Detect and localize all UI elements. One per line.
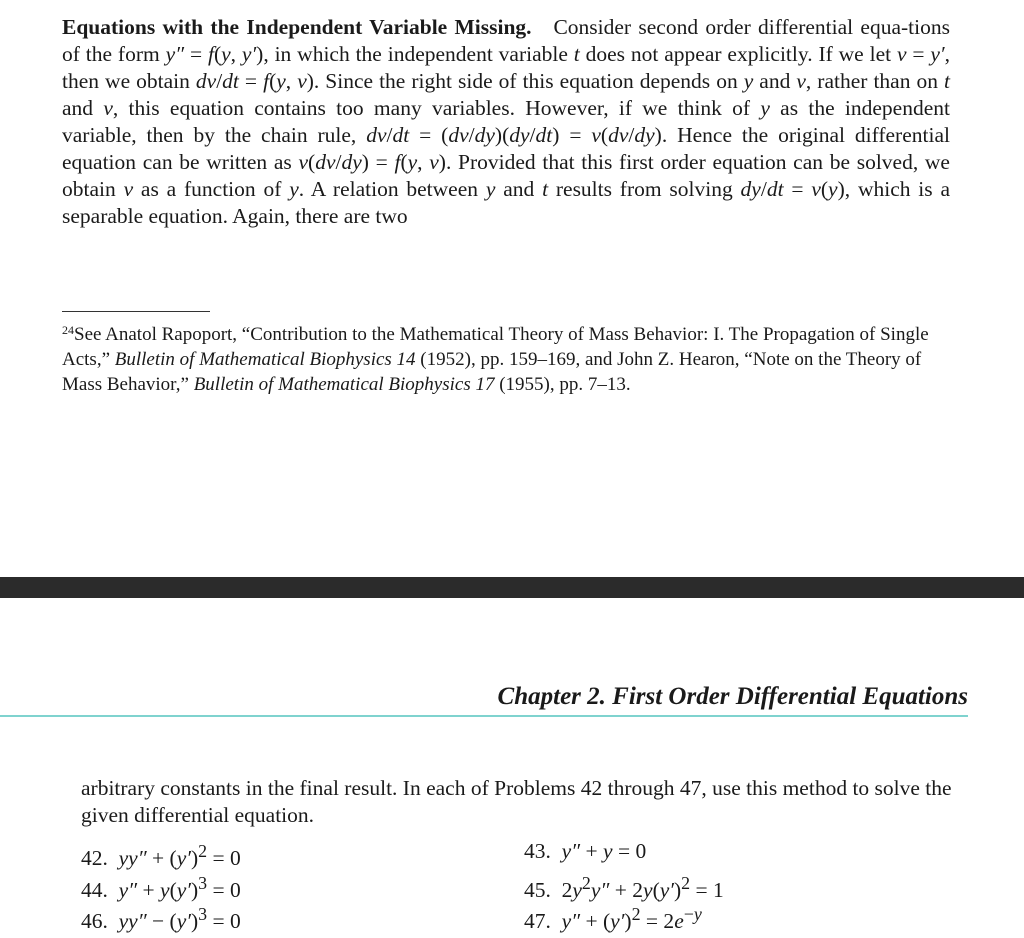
footnote: [62, 322, 950, 397]
chapter-header-rule: [0, 715, 968, 717]
problem-item: [524, 836, 646, 868]
problem-equation: y″ + y = 0: [561, 839, 647, 863]
problem-equation: $y'' + y(y')^3 = 0$: [118, 872, 241, 902]
problem-number: 46.: [81, 909, 108, 934]
footnote-body: See Anatol Rapoport, “Contribution to the Mathematical Theory of Mass Behavior: I. The Propagation of Single Acts,” Bulletin of Mathematical Biophysics 14 (1952), pp. 159–169, and John Z. Hearon, “Note on the Theory of Mass Behavior,” Bulletin of Mathematical Biophysics 17 (1955), pp. 7–13.: [62, 324, 929, 395]
problem-number: 47.: [524, 909, 551, 934]
section-body: Consider second order differential equa-tions of the form y″ = f(y, y′), in which the independent variable t does not appear explicitly. If we let v = y′, then we obtain dv/dt = f(y, v). Since the right side of this equation depends on y and v, rather than on t and v, this equation contains too many variables. However, if we think of y as the independent variable, then by the chain rule, dv/dt = (dv/dy)(dy/dt) = v(dv/dy). Hence the original differential equation can be written as v(dv/dy) = f(y, v). Provided that this first order equation can be solved, we obtain v as a function of y. A relation between y and t results from solving dy/dt = v(y), which is a separable equation. Again, there are two: [62, 15, 951, 228]
footnote-marker: 24: [62, 323, 74, 337]
problem-number: 44.: [81, 877, 108, 902]
problem-number: 42.: [81, 846, 108, 871]
problem-number: 45.: [524, 877, 551, 902]
problem-number: 43.: [524, 839, 551, 863]
problem-equation: $yy'' + (y')^2 = 0$: [118, 841, 241, 871]
problem-equation: $yy'' - (y')^3 = 0$: [118, 904, 241, 934]
section-heading: Equations with the Independent Variable Missing.: [62, 15, 532, 39]
problem-item: [81, 899, 241, 938]
problem-equation: $2y^2y'' + 2y(y')^2 = 1$: [561, 872, 724, 902]
problem-equation: $y'' + (y')^2 = 2e^{-y}$: [561, 904, 702, 934]
problem-item: [524, 899, 702, 938]
page-break-band: [0, 577, 1024, 598]
continuation-paragraph: arbitrary constants in the final result. In each of Problems 42 through 47, use this method to solve the given differential equation.: [81, 776, 952, 827]
chapter-title: Chapter 2. First Order Differential Equations: [497, 683, 968, 710]
footnote-divider: [62, 311, 210, 312]
section-paragraph: [62, 14, 950, 230]
